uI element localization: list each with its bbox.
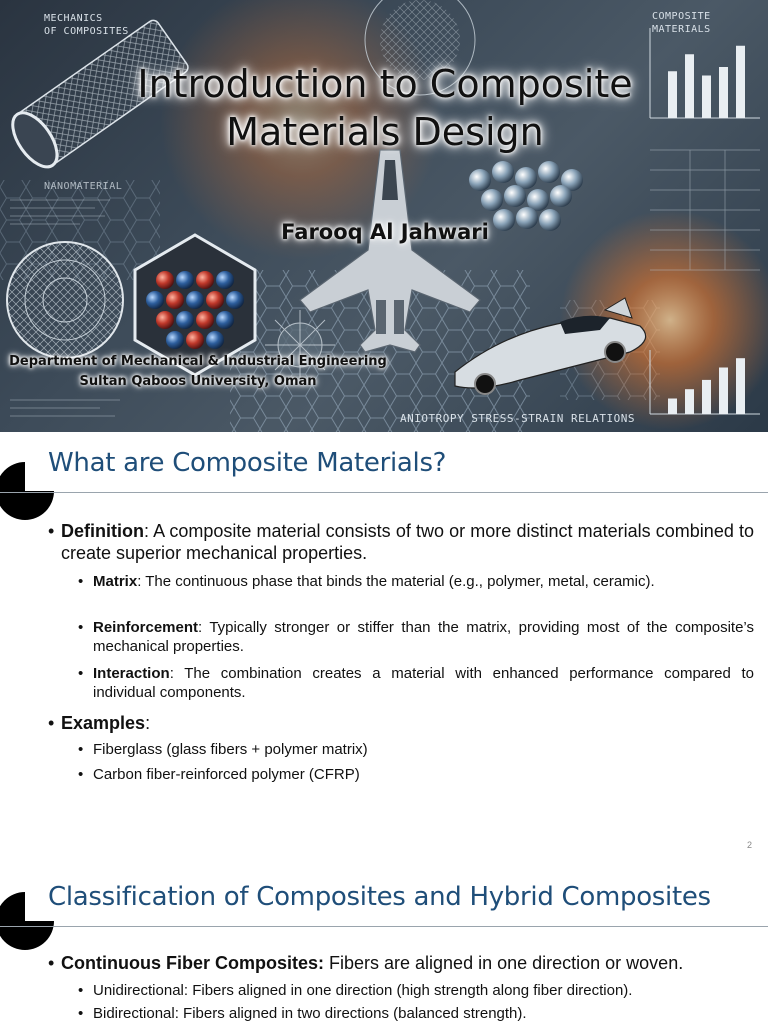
sub-bullet-text: : Typically stronger or stiffer than the matrix, providing most of the composite’s mechanical properties.	[93, 619, 754, 655]
continuous-text: Fibers are aligned in one direction or woven.	[324, 953, 684, 973]
presentation-title	[90, 60, 680, 156]
definition-text: : A composite material consists of two or more distinct materials combined to create superior mechanical properties.	[61, 521, 754, 563]
bg-label-nanomaterial: NANOMATERIAL	[44, 181, 123, 192]
bg-chart-bar	[719, 67, 728, 118]
sub-bullet-text: : The continuous phase that binds the material (e.g., polymer, metal, ceramic).	[137, 573, 655, 590]
continuous-fiber-bullet	[48, 952, 754, 974]
example-item: • Carbon fiber-reinforced polymer (CFRP)	[78, 765, 754, 784]
slide-classification	[0, 864, 768, 1024]
examples-term: Examples	[61, 713, 146, 733]
slide-heading: What are Composite Materials?	[48, 448, 447, 478]
continuous-term: Continuous Fiber Composites:	[61, 953, 324, 973]
definition-term: Definition	[61, 521, 144, 541]
bg-chart-bar	[702, 76, 711, 119]
bg-chart-bar	[719, 368, 728, 415]
bg-label-anisotropy: ANIOTROPY STRESS-STRAIN RELATIONS	[400, 412, 636, 425]
sub-bullet-unidirectional: • Unidirectional: Fibers aligned in one direction (high strength along fiber direction).	[78, 981, 754, 1000]
bg-chart-bar	[736, 46, 745, 118]
bg-chart-bar	[668, 399, 677, 415]
affiliation-department: Department of Mechanical & Industrial Engineering	[9, 354, 387, 369]
bg-chart-bar	[685, 54, 694, 118]
sub-bullet-term: Interaction	[93, 665, 170, 682]
slide-heading: Classification of Composites and Hybrid Composites	[48, 882, 711, 912]
title-line-2: Materials Design	[226, 110, 544, 154]
page-number: 2	[746, 840, 752, 850]
sub-bullet-reinforcement	[78, 618, 754, 656]
sub-bullet-matrix	[78, 572, 754, 591]
bg-chart-bar	[736, 358, 745, 414]
slide-what-are-composites	[0, 432, 768, 864]
sub-bullet-text: : The combination creates a material with enhanced performance compared to individual components.	[93, 665, 754, 701]
bg-label-mechanics: MECHANICS OF COMPOSITES	[44, 13, 129, 37]
bg-label-composite-materials: COMPOSITE MATERIALS	[652, 11, 711, 35]
sub-bullet-term: Reinforcement	[93, 619, 199, 636]
sub-bullet-bidirectional: • Bidirectional: Fibers aligned in two directions (balanced strength).	[78, 1004, 754, 1023]
example-item: • Fiberglass (glass fibers + polymer matrix)	[78, 740, 754, 759]
examples-colon: :	[145, 713, 151, 733]
title-slide	[0, 0, 768, 432]
heading-divider	[0, 492, 768, 493]
sub-bullet-term: Matrix	[93, 573, 138, 590]
title-line-1: Introduction to Composite	[137, 62, 633, 106]
author-name: Farooq Al Jahwari	[281, 220, 489, 244]
heading-divider	[0, 926, 768, 927]
affiliation-university: Sultan Qaboos University, Oman	[79, 374, 317, 389]
bg-chart-bar	[685, 389, 694, 414]
examples-bullet	[48, 712, 754, 734]
sub-bullet-interaction	[78, 664, 754, 702]
bg-chart-bar	[702, 380, 711, 414]
definition-bullet	[48, 520, 754, 564]
